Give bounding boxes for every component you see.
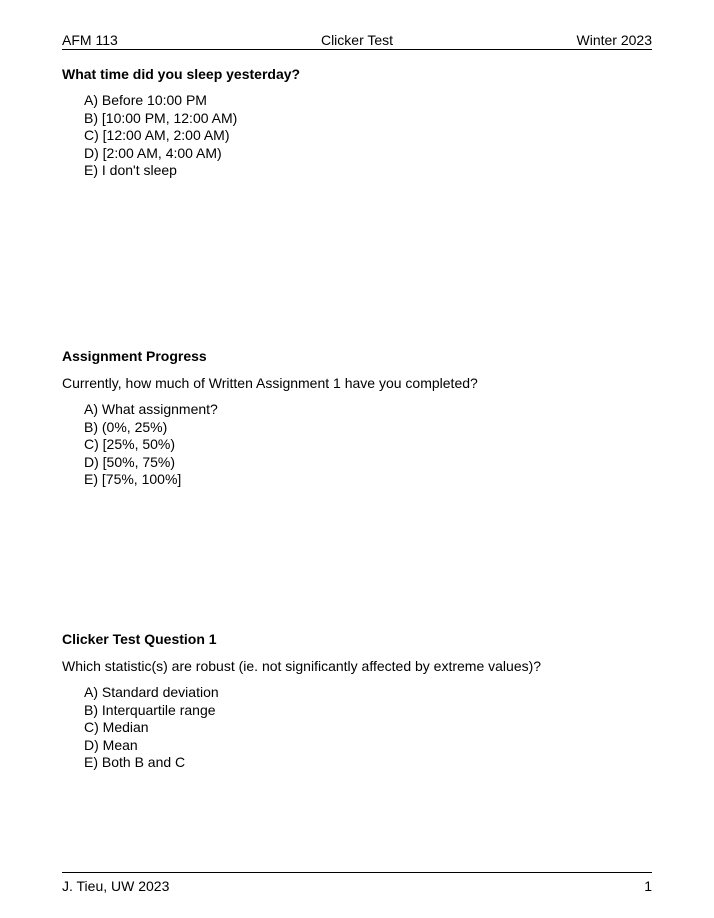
page-footer: [62, 872, 652, 893]
answer-options: [62, 92, 652, 180]
answer-option: E) I don't sleep: [84, 162, 177, 178]
question-sleep: [62, 66, 652, 180]
answer-option: A) What assignment?: [84, 401, 218, 417]
question-title: What time did you sleep yesterday?: [62, 66, 301, 82]
author-credit: J. Tieu, UW 2023: [62, 878, 170, 894]
question-clicker-test-1: [62, 631, 652, 772]
document-title: Clicker Test: [320, 32, 394, 48]
answer-option: B) [10:00 PM, 12:00 AM): [84, 109, 238, 126]
answer-option: D) [2:00 AM, 4:00 AM): [84, 144, 222, 161]
answer-option: C) [12:00 AM, 2:00 AM): [84, 127, 230, 143]
question-text: Which statistic(s) are robust (ie. not significantly affected by extreme values)?: [62, 658, 542, 674]
answer-option: E) Both B and C: [84, 754, 186, 770]
term-label: Winter 2023: [576, 32, 652, 48]
answer-option: B) (0%, 25%): [84, 418, 168, 435]
question-title: Clicker Test Question 1: [62, 631, 217, 647]
answer-option: C) Median: [84, 719, 149, 735]
answer-option: D) Mean: [84, 736, 138, 753]
page-number: 1: [644, 878, 652, 894]
answer-option: C) [25%, 50%): [84, 436, 176, 452]
question-title: Assignment Progress: [62, 348, 207, 364]
question-text: Currently, how much of Written Assignment 1 have you completed?: [62, 375, 478, 391]
answer-option: B) Interquartile range: [84, 701, 216, 718]
answer-option: E) [75%, 100%]: [84, 471, 182, 487]
answer-option: D) [50%, 75%): [84, 453, 176, 470]
course-code: AFM 113: [62, 32, 118, 48]
answer-options: [62, 684, 652, 772]
answer-option: A) Before 10:00 PM: [84, 92, 207, 108]
answer-options: [62, 401, 652, 489]
page-header: [62, 32, 652, 50]
question-assignment-progress: [62, 348, 652, 489]
answer-option: A) Standard deviation: [84, 684, 219, 700]
